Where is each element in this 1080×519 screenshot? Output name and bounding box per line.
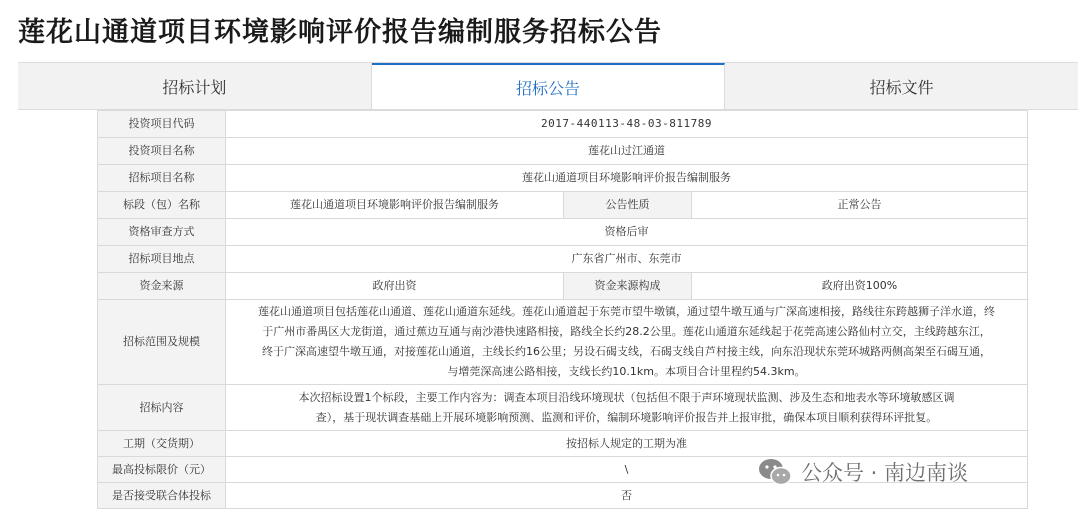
content-line: 本次招标设置1个标段，主要工作内容为：调查本项目沿线环境现状（包括但不限于声环境现状监测、涉及生态和地表水等环境敏感区调 [298,390,955,404]
table-row [98,165,1028,192]
qualification-review-label: 资格审查方式 [98,219,226,246]
watermark [757,452,968,492]
fund-source-value: 政府出资 [226,273,564,300]
project-code-label: 投资项目代码 [98,111,226,138]
project-name-label: 投资项目名称 [98,138,226,165]
consortium-value: 否 [226,483,1028,509]
table-row [98,138,1028,165]
notice-nature-value: 正常公告 [692,192,1028,219]
content-line: 查），基于现状调查基础上开展环境影响预测、监测和评价，编制环境影响评价报告并上报审批，确保本项目顺利获得环评批复。 [315,410,938,424]
fund-structure-value: 政府出资100% [692,273,1028,300]
scope-line: 终于广深高速望牛墩互通，对接莲花山通道，主线长约16公里；另设石碣支线，石碣支线自芦村接主线，向东沿现状东莞环城路两侧高架至石碣互通， [262,345,991,358]
wechat-icon [757,456,793,488]
scope-line: 莲花山通道项目包括莲花山通道、莲花山通道东延线。莲花山通道起于东莞市望牛墩镇，通过望牛墩互通与广深高速相接，路线往东跨越狮子洋水道，终 [258,305,995,318]
price-limit-value: \ [226,457,1028,483]
tab-bar [18,62,1078,110]
tender-content-value [226,385,1028,431]
consortium-label: 是否接受联合体投标 [98,483,226,509]
scope-line: 于广州市番禺区大龙街道，通过蕉边互通与南沙港快速路相接，路线全长约28.2公里。莲花山通道东延线起于花莞高速公路仙村立交，主线跨越东江， [262,325,991,338]
qualification-review-value: 资格后审 [226,219,1028,246]
table-row [98,246,1028,273]
fund-source-label: 资金来源 [98,273,226,300]
period-value: 按招标人规定的工期为准 [226,431,1028,457]
table-row [98,192,1028,219]
lot-name-value: 莲花山通道项目环境影响评价报告编制服务 [226,192,564,219]
scope-line: 与增莞深高速公路相接，支线长约10.1km。本项目合计里程约54.3km。 [447,365,806,378]
price-limit-label: 最高投标限价（元） [98,457,226,483]
table-row [98,300,1028,385]
tender-content-label: 招标内容 [98,385,226,431]
tab-tender-plan[interactable]: 招标计划 [18,63,372,109]
tab-tender-notice[interactable]: 招标公告 [372,63,726,109]
tender-project-name-label: 招标项目名称 [98,165,226,192]
tender-info-table [97,110,1028,509]
table-row [98,273,1028,300]
project-code-value: 2017-440113-48-03-811789 [226,111,1028,138]
table-row [98,219,1028,246]
table-row [98,111,1028,138]
scope-value [226,300,1028,385]
table-row [98,385,1028,431]
period-label: 工期（交货期） [98,431,226,457]
scope-label: 招标范围及规模 [98,300,226,385]
project-location-value: 广东省广州市、东莞市 [226,246,1028,273]
page-title: 莲花山通道项目环境影响评价报告编制服务招标公告 [18,17,662,48]
watermark-text: 公众号 · 南边南谈 [801,461,969,485]
project-name-value: 莲花山过江通道 [226,138,1028,165]
project-location-label: 招标项目地点 [98,246,226,273]
fund-structure-label: 资金来源构成 [564,273,692,300]
notice-nature-label: 公告性质 [564,192,692,219]
lot-name-label: 标段（包）名称 [98,192,226,219]
tender-project-name-value: 莲花山通道项目环境影响评价报告编制服务 [226,165,1028,192]
tab-tender-documents[interactable]: 招标文件 [869,77,934,97]
